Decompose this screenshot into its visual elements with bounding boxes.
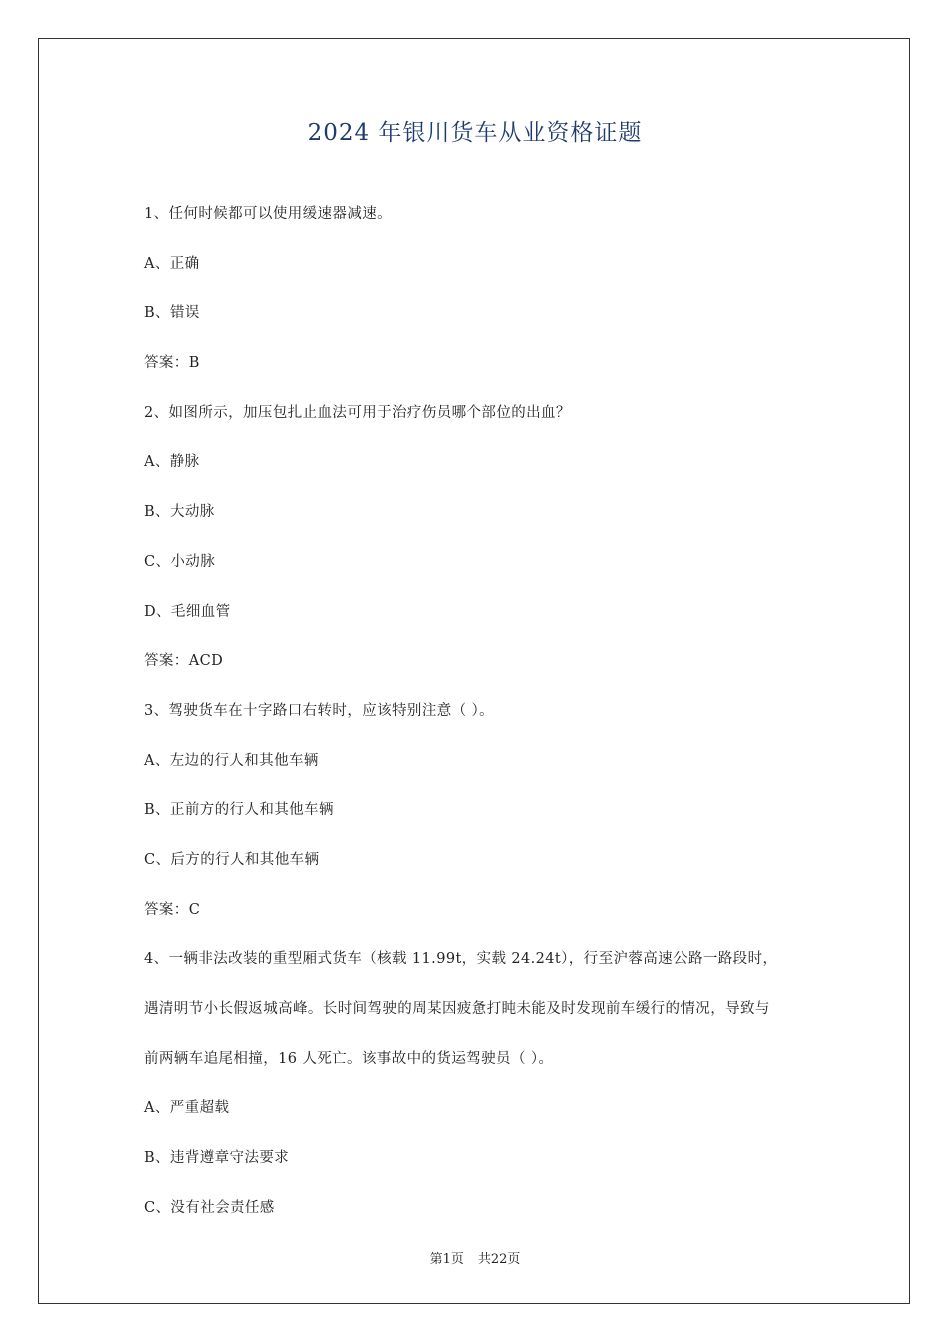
question-4-option-a: A、严重超载 — [144, 1100, 230, 1117]
question-4-option-b: B、违背遵章守法要求 — [144, 1150, 290, 1167]
page-footer — [0, 1248, 950, 1267]
page-number: 第1页 — [429, 1252, 464, 1267]
question-2-option-c: C、小动脉 — [144, 553, 216, 570]
question-2-option-a: A、静脉 — [144, 454, 200, 471]
total-pages: 共22页 — [477, 1252, 521, 1267]
question-1-option-b: B、错误 — [144, 305, 200, 322]
question-1-answer: 答案：B — [144, 355, 200, 372]
question-2-option-d: D、毛细血管 — [144, 603, 231, 620]
question-2-option-b: B、大动脉 — [144, 504, 215, 521]
document-title: 2024 年银川货车从业资格证题 — [307, 120, 643, 146]
question-3-option-a: A、左边的行人和其他车辆 — [144, 752, 319, 769]
question-3-text: 3、驾驶货车在十字路口右转时，应该特别注意（ ）。 — [144, 702, 495, 719]
question-1-text: 1、任何时候都可以使用缓速器减速。 — [144, 206, 393, 222]
question-4-text-line-2: 遇清明节小长假返城高峰。长时间驾驶的周某因疲惫打盹未能及时发现前车缓行的情况，导致与 — [144, 1001, 770, 1017]
question-2-text: 2、如图所示，加压包扎止血法可用于治疗伤员哪个部位的出血？ — [144, 404, 571, 421]
question-1-option-a: A、正确 — [144, 255, 200, 272]
question-content — [144, 200, 824, 1243]
question-4-text-line-1: 4、一辆非法改装的重型厢式货车（核载 11.99t，实载 24.24t），行至沪蓉高速公路一路段时， — [144, 951, 778, 968]
question-3-option-c: C、后方的行人和其他车辆 — [144, 851, 320, 868]
question-3-answer: 答案：C — [144, 901, 201, 918]
question-2-answer: 答案：ACD — [144, 653, 224, 670]
question-4-text-line-3: 前两辆车追尾相撞，16 人死亡。该事故中的货运驾驶员（ ）。 — [144, 1050, 554, 1067]
question-3-option-b: B、正前方的行人和其他车辆 — [144, 802, 334, 819]
question-4-option-c: C、没有社会责任感 — [144, 1199, 275, 1216]
